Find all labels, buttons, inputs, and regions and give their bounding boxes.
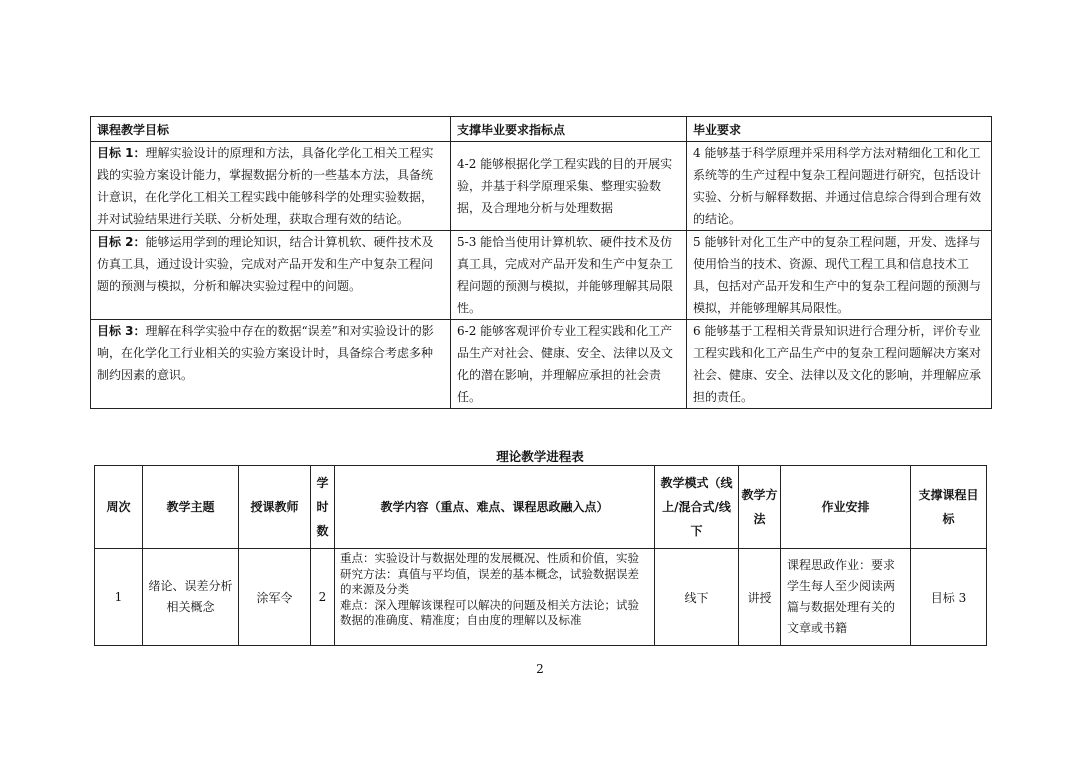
header-requirement: 毕业要求 [687, 117, 992, 142]
goal-cell: 目标 3 [911, 549, 987, 646]
goal-label: 目标 3： [97, 324, 146, 338]
schedule-table [94, 465, 987, 646]
goal-cell [91, 320, 451, 409]
goal-text: 理解实验设计的原理和方法，具备化学化工相关工程实践的实验方案设计能力，掌握数据分析的一些基本方法，具备统计意识，在化学化工相关工程实践中能够科学的处理实验数据，并对试验结果进行关联、分析处理，获取合理有效的结论。 [97, 146, 434, 226]
header-method: 教学方法 [739, 466, 781, 549]
goal-text: 理解在科学实验中存在的数据“误差”和对实验设计的影响，在化学化工行业相关的实验方案设计时，具备综合考虑多种制约因素的意识。 [97, 324, 434, 382]
table-row [95, 549, 987, 646]
header-content: 教学内容（重点、难点、课程思政融入点） [335, 466, 655, 549]
objective-row [91, 142, 992, 231]
header-mode: 教学模式（线上/混合式/线下 [655, 466, 739, 549]
objectives-table [90, 116, 992, 409]
header-week: 周次 [95, 466, 143, 549]
topic-cell: 绪论、误差分析相关概念 [143, 549, 239, 646]
goal-label: 目标 2： [97, 235, 146, 249]
indicator-cell: 6-2 能够客观评价专业工程实践和化工产品生产对社会、健康、安全、法律以及文化的潜在影响，并理解应承担的社会责任。 [451, 320, 687, 409]
hours-cell: 2 [311, 549, 335, 646]
goal-label: 目标 1： [97, 146, 146, 160]
header-teacher: 授课教师 [239, 466, 311, 549]
objective-row [91, 231, 992, 320]
goal-cell [91, 142, 451, 231]
objective-row [91, 320, 992, 409]
content-cell: 重点：实验设计与数据处理的发展概况、性质和价值，实验研究方法：真值与平均值，误差的基本概念，试验数据误差的来源及分类 难点：深入理解该课程可以解决的问题及相关方法论；试验数据的准确度、精准度；自由度的理解以及标准 [335, 549, 655, 646]
mode-cell: 线下 [655, 549, 739, 646]
header-goal: 支撑课程目标 [911, 466, 987, 549]
indicator-cell: 5-3 能恰当使用计算机软、硬件技术及仿真工具，完成对产品开发和生产中复杂工程问题的预测与模拟，并能够理解其局限性。 [451, 231, 687, 320]
homework-cell: 课程思政作业：要求学生每人至少阅读两篇与数据处理有关的文章或书籍 [781, 549, 911, 646]
page-number: 2 [536, 662, 544, 676]
goal-text: 能够运用学到的理论知识，结合计算机软、硬件技术及仿真工具，通过设计实验，完成对产品开发和生产中复杂工程问题的预测与模拟，分析和解决实验过程中的问题。 [97, 235, 434, 293]
header-homework: 作业安排 [781, 466, 911, 549]
requirement-cell: 4 能够基于科学原理并采用科学方法对精细化工和化工系统等的生产过程中复杂工程问题进行研究，包括设计实验、分析与解释数据、并通过信息综合得到合理有效的结论。 [687, 142, 992, 231]
header-hours: 学时数 [311, 466, 335, 549]
week-cell: 1 [95, 549, 143, 646]
goal-cell [91, 231, 451, 320]
header-course-goal: 课程教学目标 [91, 117, 451, 142]
requirement-cell: 6 能够基于工程相关背景知识进行合理分析，评价专业工程实践和化工产品生产中的复杂工程问题解决方案对社会、健康、安全、法律以及文化的影响，并理解应承担的责任。 [687, 320, 992, 409]
schedule-title: 理论教学进程表 [496, 449, 584, 464]
header-indicator: 支撑毕业要求指标点 [451, 117, 687, 142]
objectives-header-row [91, 117, 992, 142]
schedule-header-row [95, 466, 987, 549]
indicator-cell: 4-2 能够根据化学工程实践的目的开展实验，并基于科学原理采集、整理实验数据，及合理地分析与处理数据 [451, 142, 687, 231]
requirement-cell: 5 能够针对化工生产中的复杂工程问题，开发、选择与使用恰当的技术、资源、现代工程工具和信息技术工具，包括对产品开发和生产中的复杂工程问题的预测与模拟，并能够理解其局限性。 [687, 231, 992, 320]
header-topic: 教学主题 [143, 466, 239, 549]
teacher-cell: 涂军令 [239, 549, 311, 646]
method-cell: 讲授 [739, 549, 781, 646]
